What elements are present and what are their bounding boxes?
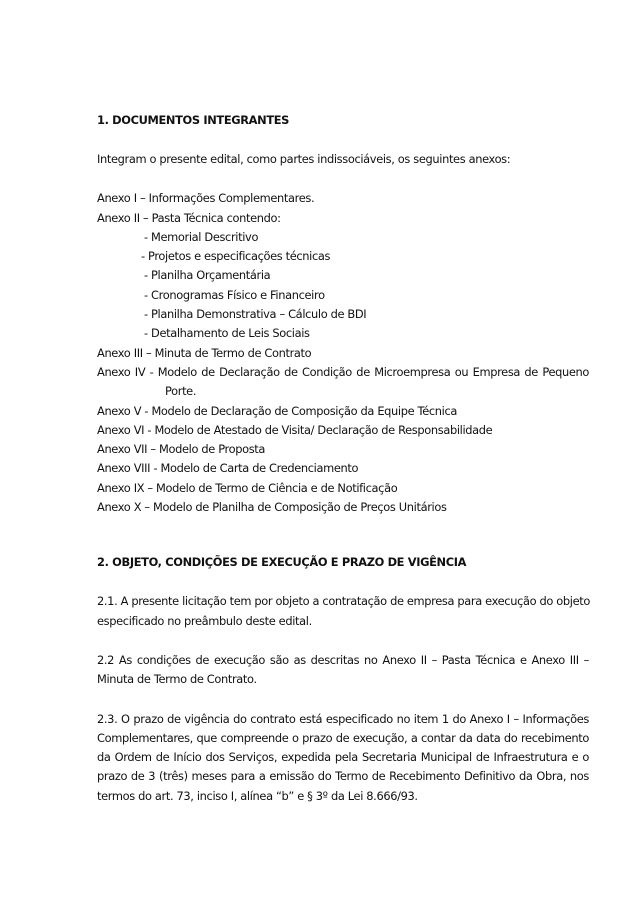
- annex-6: Anexo VI - Modelo de Atestado de Visita/ Declaração de Responsabilidade: [97, 422, 493, 437]
- paragraph-line: termos do art. 73, inciso I, alínea “b” e § 3º da Lei 8.666/93.: [97, 788, 418, 803]
- section-1-title: . DOCUMENTOS INTEGRANTES: [104, 113, 290, 127]
- annex-4-line-2: Porte.: [165, 384, 197, 399]
- annex-2-item: - Memorial Descritivo: [144, 229, 259, 244]
- paragraph-line: 2.2 As condições de execução são as descritas no Anexo II – Pasta Técnica e Anexo III –: [97, 652, 589, 667]
- annex-2: Anexo II – Pasta Técnica contendo:: [97, 210, 281, 225]
- section-1-intro: Integram o presente edital, como partes indissociáveis, os seguintes anexos:: [97, 152, 511, 166]
- section-1-heading: [97, 111, 589, 130]
- annex-10: Anexo X – Modelo de Planilha de Composição de Preços Unitários: [97, 500, 447, 515]
- annex-1: Anexo I – Informações Complementares.: [97, 191, 315, 206]
- annex-2-item: - Planilha Orçamentária: [144, 268, 271, 283]
- paragraph-2-1: [97, 592, 589, 631]
- annex-2-item: - Cronogramas Físico e Financeiro: [144, 287, 325, 302]
- annex-4-line-1: Anexo IV - Modelo de Declaração de Condição de Microempresa ou Empresa de Pequeno: [97, 364, 589, 379]
- annex-2-item: - Projetos e especificações técnicas: [141, 249, 331, 264]
- annex-8: Anexo VIII - Modelo de Carta de Credenciamento: [97, 461, 359, 476]
- paragraph-line: Complementares, que compreende o prazo de execução, a contar da data do recebimento: [97, 730, 589, 745]
- document-body: [97, 111, 589, 806]
- paragraph-line: especificado no preâmbulo deste edital.: [97, 613, 312, 628]
- paragraph-line: da Ordem de Início dos Serviços, expedida pela Secretaria Municipal de Infraestrutura e o: [97, 750, 589, 765]
- paragraph-2-2: [97, 651, 589, 690]
- annex-9: Anexo IX – Modelo de Termo de Ciência e de Notificação: [97, 480, 398, 495]
- annex-7: Anexo VII – Modelo de Proposta: [97, 442, 266, 457]
- section-1-number: 1: [97, 113, 105, 127]
- annex-2-item: - Planilha Demonstrativa – Cálculo de BDI: [144, 307, 367, 322]
- paragraph-line: 2.1. A presente licitação tem por objeto a contratação de empresa para execução do objeto: [97, 594, 590, 609]
- annex-3: Anexo III – Minuta de Termo de Contrato: [97, 345, 312, 360]
- paragraph-line: 2.3. O prazo de vigência do contrato está especificado no item 1 do Anexo I – Informações: [97, 711, 589, 726]
- paragraph-line: prazo de 3 (três) meses para a emissão do Termo de Recebimento Definitivo da Obra, nos: [97, 769, 589, 784]
- annex-2-item: - Detalhamento de Leis Sociais: [144, 326, 310, 341]
- paragraph-2-3: [97, 710, 589, 806]
- annex-5: Anexo V - Modelo de Declaração de Composição da Equipe Técnica: [97, 403, 458, 418]
- paragraph-line: Minuta de Termo de Contrato.: [97, 672, 257, 687]
- section-2-heading: 2. OBJETO, CONDIÇÕES DE EXECUÇÃO E PRAZO DE VIGÊNCIA: [97, 555, 467, 570]
